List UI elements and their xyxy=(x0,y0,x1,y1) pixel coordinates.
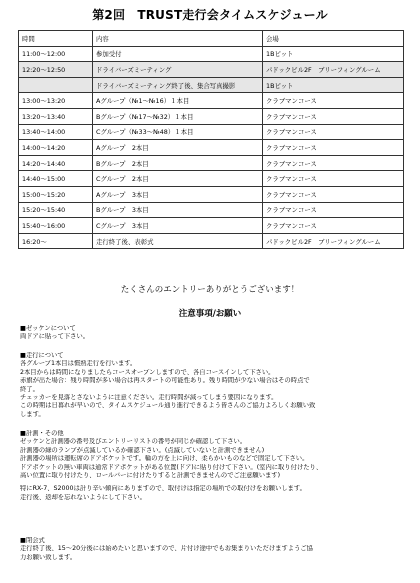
cell-venue: パドックビル2F ブリーフィングルーム xyxy=(263,233,404,249)
cell-content: Bグループ 3本目 xyxy=(93,202,263,218)
cell-time xyxy=(19,77,93,93)
header-time: 時間 xyxy=(19,31,93,47)
table-row xyxy=(19,233,404,249)
cell-time: 16:20～ xyxy=(19,233,93,249)
cell-time: 14:20～14:40 xyxy=(19,155,93,171)
cell-content: Bグループ（№17～№32）１本目 xyxy=(93,108,263,124)
cell-venue: クラブマンコース xyxy=(263,108,404,124)
cell-time: 13:40～14:00 xyxy=(19,124,93,140)
table-row xyxy=(19,218,404,234)
cell-content: 参加受付 xyxy=(93,46,263,62)
cell-venue: クラブマンコース xyxy=(263,171,404,187)
cell-content: Aグループ 2本目 xyxy=(93,140,263,156)
section-line: 終了。 xyxy=(20,385,39,393)
section-line: 計測器の緑のランプが点滅しているか確認下さい。(点滅していないと計測できません) xyxy=(20,446,265,454)
section-line: します。 xyxy=(20,410,45,418)
schedule-table xyxy=(18,30,404,249)
table-row xyxy=(19,46,404,62)
header-venue: 会場 xyxy=(263,31,404,47)
cell-venue: クラブマンコース xyxy=(263,155,404,171)
cell-time: 13:20～13:40 xyxy=(19,108,93,124)
cell-content: Bグループ 2本目 xyxy=(93,155,263,171)
cell-time: 15:00～15:20 xyxy=(19,186,93,202)
cell-venue: クラブマンコース xyxy=(263,202,404,218)
cell-venue: パドックビル2F ブリーフィングルーム xyxy=(263,62,404,78)
section-zekken xyxy=(20,325,410,342)
section-line: ゼッケンと計測器の番号及びエントリーリストの番号が同じか確認して下さい。 xyxy=(20,438,247,446)
section-line: 2本目からは時間になりましたらコースオープンしますので、各自コースインして下さい。 xyxy=(20,368,275,376)
section-heading: ■走行について xyxy=(20,352,64,359)
section-line: この時期は日暮れが早いので、タイムスケジュール通り進行できるよう皆さんのご協力よろしくお願い致 xyxy=(20,402,316,410)
section-line: 高い位置に取り付けたり、ロールバーに付けたりすると計測できませんのでご注意願います) xyxy=(20,472,281,480)
section-timing xyxy=(20,430,410,502)
section-line: チェッカーを見落とさないように注意ください。走行時間が減ってしまう要因になります。 xyxy=(20,394,278,402)
cell-content: ドライバーズミーティング終了後、集合写真撮影 xyxy=(93,77,263,93)
cell-venue: クラブマンコース xyxy=(263,140,404,156)
cell-time: 14:00～14:20 xyxy=(19,140,93,156)
table-row xyxy=(19,124,404,140)
table-row xyxy=(19,186,404,202)
table-row xyxy=(19,93,404,109)
table-row xyxy=(19,108,404,124)
page-title: 第2回 TRUST走行会タイムスケジュール xyxy=(92,8,328,22)
cell-time: 13:00～13:20 xyxy=(19,93,93,109)
cell-venue: 1Bピット xyxy=(263,77,404,93)
table-header-row xyxy=(19,31,404,47)
section-line: 赤旗が出た場合：残り時間が多い場合は再スタートの可能性あり。残り時間が少ない場合はその時点で xyxy=(20,377,310,385)
section-heading: ■ゼッケンについて xyxy=(20,325,76,332)
cell-venue: クラブマンコース xyxy=(263,186,404,202)
cell-content: Aグループ（№1～№16）１本目 xyxy=(93,93,263,109)
section-heading: ■閉会式 xyxy=(20,537,45,544)
cell-venue: クラブマンコース xyxy=(263,93,404,109)
cell-content: Aグループ 3本目 xyxy=(93,186,263,202)
cell-venue: クラブマンコース xyxy=(263,124,404,140)
table-row xyxy=(19,77,404,93)
cell-time: 11:00～12:00 xyxy=(19,46,93,62)
section-line: 走行後、返却を忘れないようにして下さい。 xyxy=(20,493,146,501)
section-heading: ■計測・その他 xyxy=(20,430,64,437)
table-row xyxy=(19,140,404,156)
cell-content: Cグループ 2本目 xyxy=(93,171,263,187)
table-row xyxy=(19,202,404,218)
section-line: ドアポケットの無い車両は通常ドアポケットがある位置(ドア)に貼り付けて下さい。(室内に取り付けたり、 xyxy=(20,463,323,471)
section-driving xyxy=(20,352,410,419)
cell-content: Cグループ 3本目 xyxy=(93,218,263,234)
cell-content: ドライバーズミーティング xyxy=(93,62,263,78)
cell-venue: クラブマンコース xyxy=(263,218,404,234)
section-line: 計測器の場所は運転席のドアポケットです。輪の方を上に向け、柔らかいものなどで固定して下さい。 xyxy=(20,455,309,463)
notice-title: 注意事項/お願い xyxy=(178,309,242,319)
thanks-message: たくさんのエントリーありがとうございます！ xyxy=(120,285,300,295)
table-row xyxy=(19,62,404,78)
header-content: 内容 xyxy=(93,31,263,47)
cell-time: 14:40～15:00 xyxy=(19,171,93,187)
cell-time: 15:20～15:40 xyxy=(19,202,93,218)
cell-content: Cグループ（№33～№48）１本目 xyxy=(93,124,263,140)
section-line: 両ドアに貼って下さい。 xyxy=(20,333,90,341)
section-line: 力お願い致します。 xyxy=(20,553,77,561)
section-line: 特にRX-7、S2000は計り辛い傾向にありますので、取付けは指定の場所での取付けをお願いします。 xyxy=(20,485,306,493)
cell-time: 15:40～16:00 xyxy=(19,218,93,234)
cell-venue: 1Bピット xyxy=(263,46,404,62)
cell-time: 12:20～12:50 xyxy=(19,62,93,78)
cell-content: 走行終了後、表彰式 xyxy=(93,233,263,249)
table-row xyxy=(19,171,404,187)
section-closing xyxy=(20,537,410,562)
section-line: 各グループ1本目は慣熟走行を行います。 xyxy=(20,360,137,368)
table-row xyxy=(19,155,404,171)
section-line: 走行終了後、15～20分後には始めたいと思いますので、片付け途中でもお集まりいただけますようご協 xyxy=(20,545,313,553)
